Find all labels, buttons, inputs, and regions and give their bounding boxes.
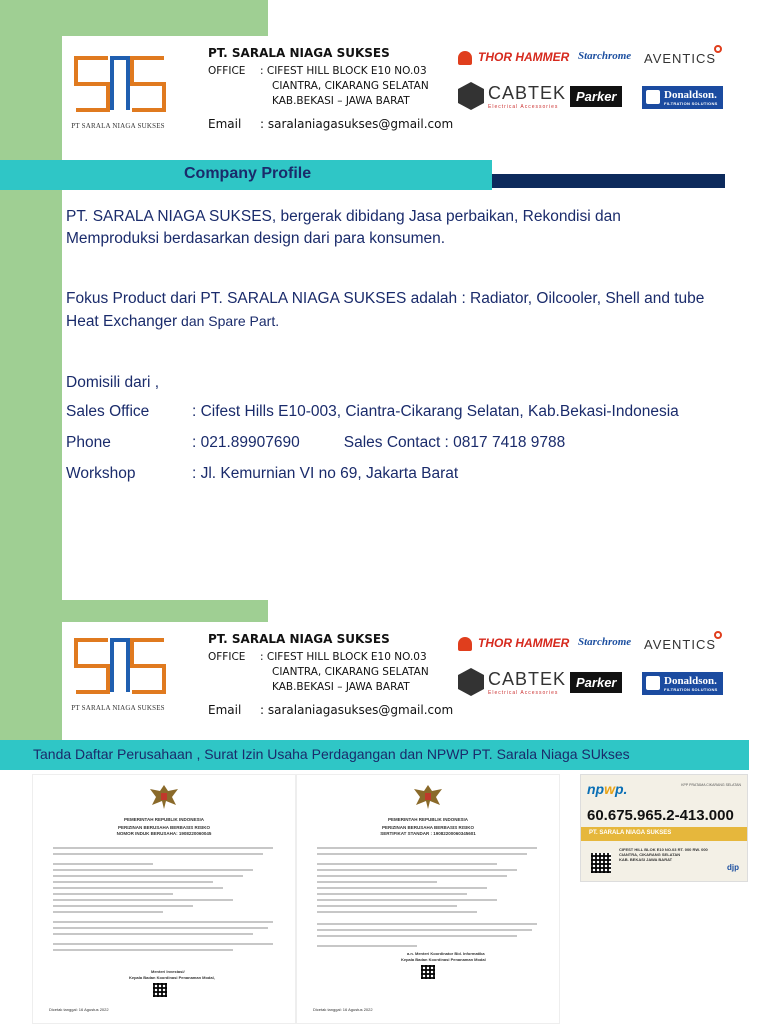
company-profile-page bbox=[62, 36, 768, 600]
brand-logos-2: THOR HAMMER Starchrome AVENTICS CABTEK Electrical Accessories Parker Donaldson. FILTRATION SOLUTIONS bbox=[458, 632, 728, 712]
hammer-icon bbox=[458, 637, 472, 651]
page-title: Company Profile bbox=[184, 165, 312, 182]
company-contact-block bbox=[208, 46, 453, 132]
green-decor-mid bbox=[0, 600, 268, 622]
djp-logo: djp bbox=[727, 863, 739, 872]
company-logo bbox=[68, 50, 168, 136]
cabtek-logo: CABTEK Electrical Accessories bbox=[458, 82, 566, 110]
cabtek-hex-icon bbox=[458, 82, 484, 110]
company-contact-block-2: PT. SARALA NIAGA SUKSES OFFICE : CIFEST HILL BLOCK E10 NO.03 CIANTRA, CIKARANG SELATAN KAB.BEKASI – JAWA BARAT Email : saralaniagasukses@gmail.com bbox=[208, 632, 454, 717]
letterhead-2 bbox=[62, 622, 768, 732]
hammer-icon bbox=[458, 51, 472, 65]
title-band bbox=[0, 160, 755, 192]
sns-logo-icon bbox=[68, 632, 168, 702]
office-label: OFFICE bbox=[208, 65, 246, 77]
npwp-number: 60.675.965.2-413.000 bbox=[587, 807, 734, 824]
qr-code-icon bbox=[421, 965, 435, 979]
domicile-label: Domisili dari , bbox=[66, 374, 160, 391]
email-value: : saralaniagasukses@gmail.com bbox=[260, 117, 454, 131]
npwp-qr-icon bbox=[591, 853, 611, 873]
sales-office-row: Sales Office : Cifest Hills E10-003, Ciantra-Cikarang Selatan, Kab.Bekasi-Indonesia bbox=[66, 403, 679, 420]
starchrome-logo: Starchrome bbox=[578, 50, 632, 62]
sales-contact: Sales Contact : 0817 7418 9788 bbox=[343, 434, 566, 451]
office-line-2: CIANTRA, CIKARANG SELATAN bbox=[272, 80, 429, 92]
qr-code-icon bbox=[153, 983, 167, 997]
focus-paragraph: Fokus Product dari PT. SARALA NIAGA SUKSES adalah : Radiator, Oilcooler, Shell and tube Heat Exchanger dan Spare Part. bbox=[66, 290, 705, 330]
npwp-address: CIFEST HILL BLOK E10 NO.03 RT. 000 RW. 000 CIANTRA, CIKARANG SELATAN KAB. BEKASI JAWA BARAT bbox=[619, 847, 708, 862]
logo-caption: PT SARALA NIAGA SUKSES bbox=[71, 122, 165, 130]
documents-page bbox=[62, 622, 768, 740]
documents-title: Tanda Daftar Perusahaan , Surat Izin Usaha Perdagangan dan NPWP PT. Sarala Niaga SUkses bbox=[33, 746, 630, 762]
certificate-document: PEMERINTAH REPUBLIK INDONESIA PERIZINAN BERUSAHA BERBASIS RISIKO SERTIFIKAT STANDAR : 19082200060345601 a.n. Menteri Koordinator Bid. Informatika Kepala Badan Koordinasi Penanaman Modal Dicetak tanggal: 16 Agustus 2022 bbox=[296, 774, 560, 1024]
company-name: PT. SARALA NIAGA SUKSES bbox=[208, 46, 390, 60]
aventics-mark-icon bbox=[714, 631, 722, 639]
company-logo-2 bbox=[68, 632, 168, 718]
workshop-row: Workshop : Jl. Kemurnian VI no 69, Jakarta Barat bbox=[66, 465, 459, 482]
intro-paragraph: PT. SARALA NIAGA SUKSES, bergerak dibidang Jasa perbaikan, Rekondisi dan Memproduksi berdasarkan design dari para konsumen. bbox=[66, 208, 621, 247]
thor-hammer-logo: THOR HAMMER bbox=[458, 50, 569, 65]
email-label: Email bbox=[208, 117, 242, 131]
aventics-logo: AVENTICS bbox=[644, 51, 724, 66]
garuda-icon bbox=[412, 783, 444, 811]
brand-logos bbox=[458, 46, 728, 126]
office-line-1: : CIFEST HILL BLOCK E10 NO.03 bbox=[260, 65, 427, 77]
documents-title-band bbox=[0, 740, 749, 770]
cabtek-hex-icon bbox=[458, 668, 484, 696]
donaldson-icon bbox=[646, 676, 660, 690]
letterhead bbox=[62, 36, 768, 146]
garuda-icon bbox=[148, 783, 180, 811]
npwp-card bbox=[580, 774, 748, 882]
donaldson-icon bbox=[646, 90, 660, 104]
phone-row: Phone : 021.89907690 Sales Contact : 0817 7418 9788 bbox=[66, 434, 566, 451]
green-decor-left bbox=[0, 0, 62, 600]
office-line-3: KAB.BEKASI – JAWA BARAT bbox=[272, 95, 410, 107]
logo-caption: PT SARALA NIAGA SUKSES bbox=[71, 704, 165, 712]
npwp-office: KPP PRATAMA CIKARANG SELATAN bbox=[681, 783, 741, 787]
parker-logo: Parker bbox=[570, 86, 622, 107]
sns-logo-icon bbox=[68, 50, 168, 120]
donaldson-logo: Donaldson. FILTRATION SOLUTIONS bbox=[642, 86, 723, 109]
green-decor-left-2 bbox=[0, 622, 62, 740]
nib-document: PEMERINTAH REPUBLIK INDONESIA PERIZINAN BERUSAHA BERBASIS RISIKO NOMOR INDUK BERUSAHA: 1908220060045 Menteri Investasi/ Kepala Badan Koordinasi Penanaman Modal, Dicetak tanggal: 16 Agustus 2022 bbox=[32, 774, 296, 1024]
aventics-mark-icon bbox=[714, 45, 722, 53]
npwp-name: PT. SARALA NIAGA SUKSES bbox=[589, 830, 672, 836]
npwp-logo: npwp. bbox=[587, 781, 628, 797]
